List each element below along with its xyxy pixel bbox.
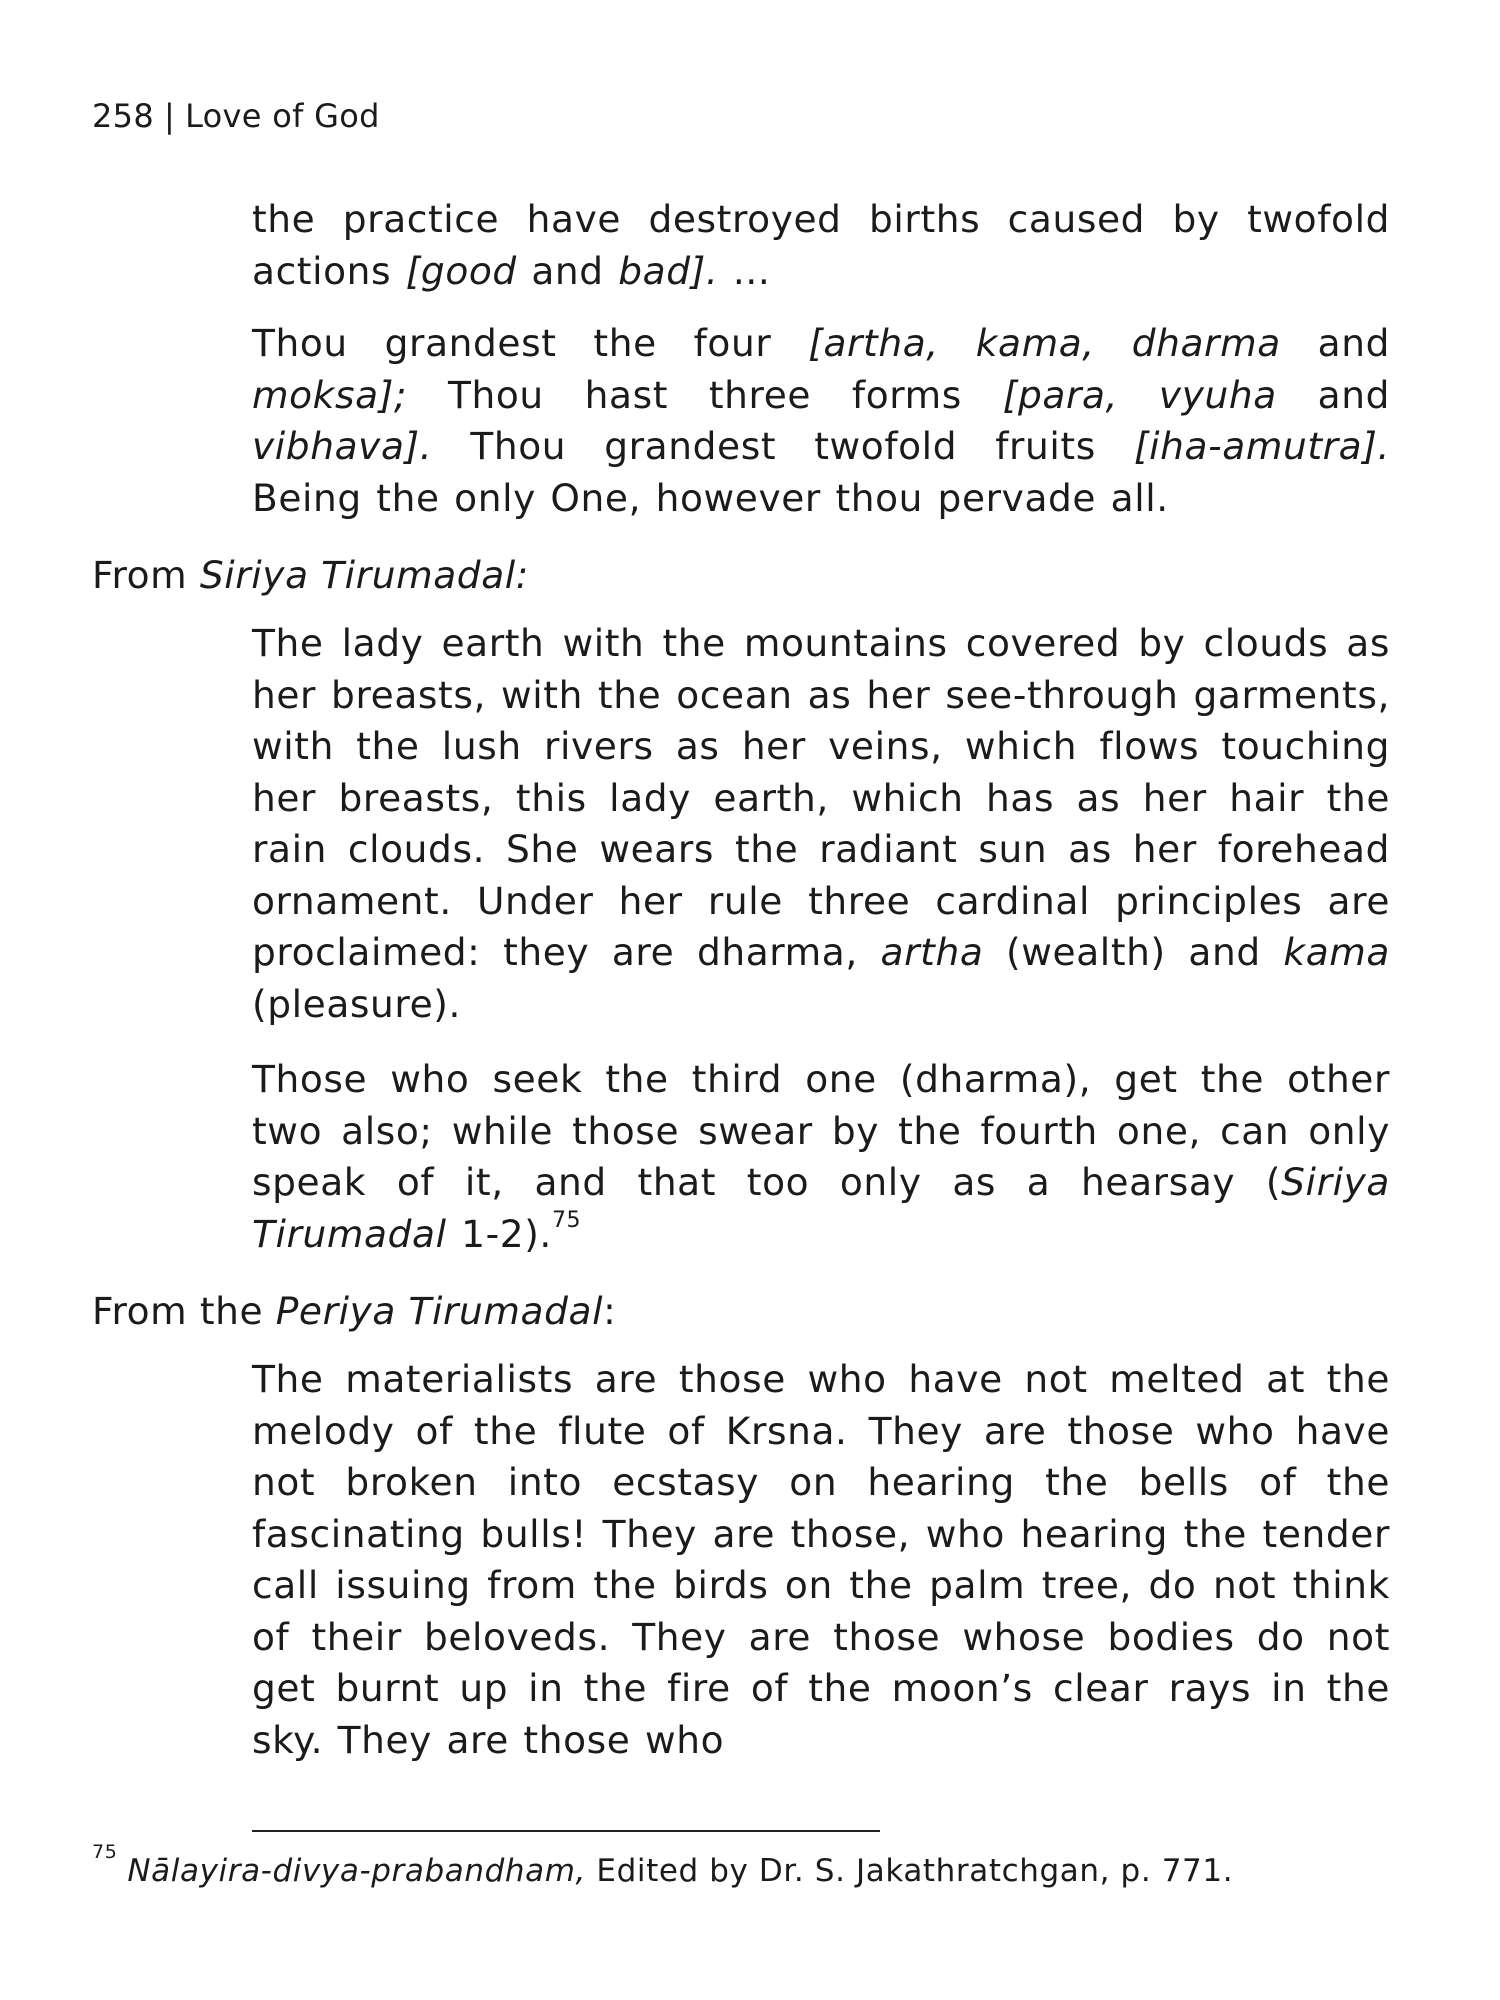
header-separator: | [163,97,176,135]
text-run: The lady earth with the mountains covered by clouds as her breasts, with the ocean as her see-through garments, with the lush rivers as her veins, which flows touching her breasts, this lady earth, which has as her hair the rain clouds. She wears the radiant sun as her forehead ornament. Under her rule three cardinal principles are proclaimed: they are dharma, [252,621,1390,974]
quote-paragraph-3 [252,618,1390,1030]
running-header [92,96,380,136]
italic-term: [good [405,248,517,293]
italic-term: vibhava]. [252,424,433,468]
page-number: 258 [92,97,154,135]
source-title: Periya Tirumadal [275,1289,604,1333]
text-run: From the [92,1289,276,1333]
footnote-divider [252,1830,880,1832]
source-title: Siriya Tirumadal: [199,553,530,597]
italic-term: artha [880,930,984,974]
text-run: 1-2). [446,1211,552,1256]
text-run: (wealth) and [983,930,1284,974]
text-run: and [516,248,619,293]
text-run: and [1280,321,1391,365]
text-run: Those who seek the third one (dharma), get the other two also; while those swear by the fourth one, can only speak of it, and that too only as a hearsay ( [252,1057,1390,1204]
footnote-number: 75 [92,1840,118,1863]
quote-paragraph-5 [252,1354,1390,1766]
italic-term: moksa]; [252,372,408,417]
book-title: Love of God [185,97,380,135]
text-run: ... [718,248,771,293]
text-run: Thou grandest the four [252,321,809,365]
italic-term: [artha, kama, dharma [808,321,1281,365]
text-run: Thou hast three forms [407,372,1003,417]
text-run: Thou grandest twofold fruits [432,424,1134,468]
quote-paragraph-1 [252,194,1390,297]
quote-paragraph-4 [252,1054,1390,1260]
text-run: and [1276,372,1391,417]
text-run: the practice have destroyed births caused by twofold actions [252,197,1390,293]
italic-term: Siriya Tirumadal [252,1160,1390,1256]
source-heading-periya [92,1286,1392,1338]
footnote [92,1840,1234,1892]
text-run: : [603,1289,617,1333]
italic-term: [iha-amutra]. [1133,424,1390,468]
italic-term: kama [1283,930,1390,974]
footnote-marker: 75 [551,1208,582,1233]
text-run: The materialists are those who have not melted at the melody of the flute of Krsna. They are those who have not broken into ecstasy on hearing the bells of the fascinating bulls! They are those, who hearing the tender call issuing from the birds on the palm tree, do not think of their beloveds. They are those whose bodies do not get burnt up in the fire of the moon’s clear rays in the sky. They are those who [252,1357,1390,1762]
source-heading-siriya [92,550,1392,602]
quote-paragraph-2 [252,318,1390,524]
italic-term: bad]. [618,248,719,293]
footnote-text: Edited by Dr. S. Jakathratchgan, p. 771. [585,1853,1234,1889]
italic-term: [para, vyuha [1002,372,1277,417]
text-run: From [92,553,200,597]
text-run: (pleasure). [252,981,462,1026]
text-run: Being the only One, however thou pervade all. [252,475,1169,520]
footnote-title: Nālayira-divya-prabandham, [127,1853,586,1889]
